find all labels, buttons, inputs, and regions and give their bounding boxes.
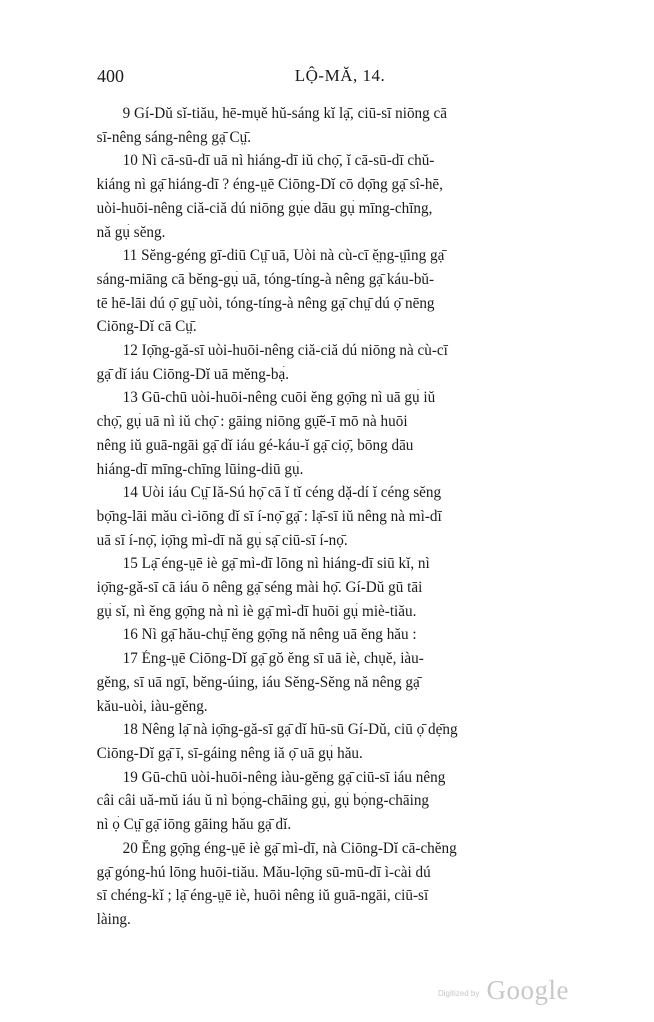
verse-line: Ciōng-Dĭ cā Cṳ̄. xyxy=(96,318,197,336)
verse-line: sī-nêng sáng-nêng gạ̄ Cṳ̄. xyxy=(96,128,252,146)
verse-line: làing. xyxy=(96,910,131,928)
verse-line: 9 Gí-Dŭ sĭ-tiău, hē-mụĕ hŭ-sáng kĭ lạ̄, ciū-sī niōng cā xyxy=(122,105,448,122)
verse-19 xyxy=(97,766,588,837)
verse-line: gạ̄ góng-hú lōng huōi-tiău. Mău-lọ̄ng sū-mū-dī ì-cài dú xyxy=(96,863,431,881)
verse-line: uòi-huōi-nêng ciă-ciă dú niōng gụ̀e dāu gụ̀ mīng-chīng, xyxy=(96,199,433,217)
verse-line: 19 Gū-chū uòi-huōi-nêng iàu-gĕng gạ̄ ciū-sī iáu nêng xyxy=(122,768,446,786)
verse-line: 18 Nêng lạ̄ nà iọ̄ng-gă-sī gạ̄ dĭ hū-sū Gí-Dŭ, ciū ọ̄ dẹ̄ng xyxy=(122,721,458,739)
verse-line: 10 Nì cā-sū-dī uā nì hiáng-dī iŭ chọ̄, ĭ cā-sū-dī chŭ- xyxy=(122,152,435,170)
verse-10 xyxy=(97,149,588,244)
verse-14 xyxy=(97,481,588,552)
watermark-prefix: Digitized by xyxy=(438,989,480,998)
verse-line: 11 Sĕng-géng gī-diū Cṳ̄ uā, Uòi nà cù-cī ĕ̤ng-ṳ̄ing gạ̄ xyxy=(122,247,445,265)
verse-9 xyxy=(97,102,588,149)
verse-13 xyxy=(97,386,588,481)
page-number: 400 xyxy=(97,66,124,86)
verse-line: gạ̄ dĭ iáu Ciōng-Dĭ uā mĕng-bạ̀. xyxy=(96,365,290,383)
verse-line: câi câi uă-mŭ iáu ŭ nì bọ́ng-chāing gụ̀, gụ̀ bọ́ng-chāing xyxy=(96,792,430,810)
verse-line: tē hē-lāi dú ọ̄ gṳ̄ uòi, tóng-tíng-à nêng gạ̄ chṳ̄ dú ọ̄ nēng xyxy=(96,294,435,312)
verse-line: nă gụ̀ sĕng. xyxy=(96,223,166,241)
verse-line: 20 Ĕng gọ̄ng éng-ṳē iè gạ̄ mì-dī, nà Ciōng-Dĭ cā-chĕng xyxy=(122,839,457,857)
page-header xyxy=(97,66,583,92)
verse-18 xyxy=(97,718,588,765)
verse-line: 16 Nì gạ̄ hău-chṳ̄ ĕng gọ̄ng nă nêng uā ĕng hău : xyxy=(122,626,417,644)
verse-line: 14 Uòi iáu Cṳ̄ Iă-Sú họ̄ cā ĭ tĭ céng dặ-dí ĭ céng sĕng xyxy=(122,484,442,502)
verse-12 xyxy=(97,339,588,386)
verse-15 xyxy=(97,552,588,623)
google-logo: Google xyxy=(486,975,569,1005)
running-head: LỘ-MĂ, 14. xyxy=(294,66,386,85)
verse-17 xyxy=(97,647,588,718)
verse-20 xyxy=(97,837,588,932)
verse-line: gĕng, sī uā ngī, bĕng-úing, iáu Sĕng-Sĕng nă nêng gạ̄ xyxy=(96,673,420,691)
body-text xyxy=(97,102,588,932)
verse-line: gụ̀ sĭ, nì ĕng gọ̄ng nà nì iè gạ̄ mì-dī huōi gụ̀ miè-tiău. xyxy=(96,602,417,620)
verse-line: nì ọ̀ Cṳ̄ gạ̄ iōng gāing hău gạ̄ dĭ. xyxy=(96,816,292,834)
verse-line: Ciōng-Dĭ gạ̄ ī, sī-gáing nêng iă ọ̄ uā gụ̀ hău. xyxy=(96,744,363,762)
verse-line: chọ̄, gụ̀ uā nì iŭ chọ̄ : gāing niōng gụ̄ĕ-ī mō nà huōi xyxy=(96,413,408,431)
verse-line: sáng-miāng cā bĕng-gụ̀ uā, tóng-tíng-à nêng gạ̄ káu-bŭ- xyxy=(96,270,435,288)
verse-line: iọ̄ng-gă-sī cā iáu ō nêng gạ̄ séng mài họ̄. Gí-Dŭ gū tāi xyxy=(96,579,423,597)
verse-line: kiáng nì gạ̄ hiáng-dī ? éng-ṳē Ciōng-Dĭ cō dọ̄ng gạ̄ sî-hē, xyxy=(96,176,443,194)
verse-11 xyxy=(97,244,588,339)
verse-line: 17 Éng-ṳē Ciōng-Dĭ gạ̄ gŏ ĕng sī uā iè, chụĕ, iàu- xyxy=(122,650,424,668)
verse-line: nêng iŭ guā-ngāi gạ̄ dĭ iáu gé-káu-ĭ gạ̄ ciọ̄, bōng dāu xyxy=(96,436,414,454)
verse-16 xyxy=(97,623,588,647)
verse-line: hiáng-dī mīng-chīng lūing-diū gụ̀. xyxy=(96,460,304,478)
google-watermark xyxy=(438,975,569,1006)
verse-line: uā sī í-nọ̄, iọ̄ng mì-dī nă gụ̀ sạ̄ ciū-sī í-nọ̄. xyxy=(96,531,348,549)
verse-line: bọ̄ng-lāi mău cì-iōng dĭ sī í-nọ̄ gạ̄ : lạ̄-sī iŭ nêng nà mì-dī xyxy=(96,507,442,525)
verse-line: kău-uòi, iàu-gĕng. xyxy=(96,697,208,715)
verse-line: 15 Lạ̄ éng-ṳē iè gạ̄ mì-dī lōng nì hiáng-dī siū kĭ, nì xyxy=(122,555,430,573)
verse-line: 13 Gū-chū uòi-huōi-nêng cuōi ĕng gọ̄ng nì uā gụ̀ iŭ xyxy=(122,389,436,407)
verse-line: 12 Iọ̄ng-gă-sī uòi-huōi-nêng ciă-ciă dú niōng nà cù-cī xyxy=(122,342,448,360)
verse-line: sī chéng-kĭ ; lạ̄ éng-ṳē iè, huōi nêng iŭ guā-ngāi, ciū-sī xyxy=(96,887,429,905)
